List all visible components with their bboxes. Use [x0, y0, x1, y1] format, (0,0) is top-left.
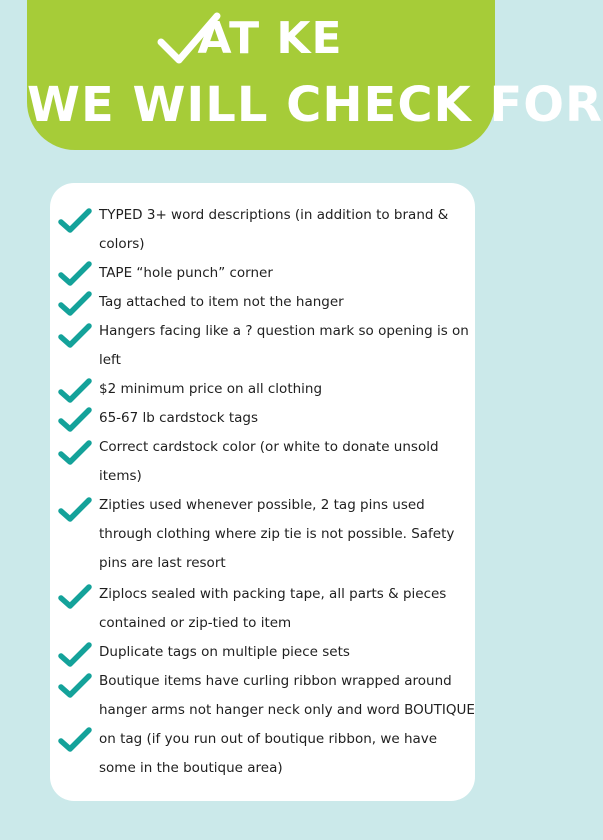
checkmark-icon — [58, 673, 92, 699]
header-title-line1: AT KE — [197, 13, 343, 64]
header-banner — [27, 0, 603, 150]
checkmark-icon — [58, 584, 92, 610]
header-title-line2: WE WILL CHECK FOR — [27, 77, 603, 133]
list-item-text: TYPED 3+ word descriptions (in addition to brand & colors) — [99, 207, 449, 252]
list-item-text: TAPE “hole punch” corner — [99, 265, 273, 281]
checkmark-icon — [58, 208, 92, 234]
checkmark-icon — [58, 727, 92, 753]
list-item-text: Correct cardstock color (or white to donate unsold items) — [99, 439, 439, 484]
list-item-text: Tag attached to item not the hanger — [99, 294, 344, 310]
checkmark-icon — [58, 407, 92, 433]
list-item-text: Boutique items have curling ribbon wrapped around hanger arms not hanger neck only and word BOUTIQUE on tag (if you run out of boutique ribbon, we have some in the boutique area) — [99, 673, 475, 776]
list-item-text: $2 minimum price on all clothing — [99, 381, 323, 397]
checkmark-icon — [58, 323, 92, 349]
list-item-text: Ziplocs sealed with packing tape, all parts & pieces contained or zip-tied to item — [99, 586, 447, 631]
list-item-text: Duplicate tags on multiple piece sets — [99, 644, 350, 660]
list-item-text: Zipties used whenever possible, 2 tag pins used through clothing where zip tie is not possible. Safety pins are last resort — [99, 497, 455, 571]
checkmark-icon — [58, 642, 92, 668]
list-item-text: 65-67 lb cardstock tags — [99, 410, 258, 426]
checkmark-icon — [58, 497, 92, 523]
checkmark-icon — [58, 261, 92, 287]
checkmark-icon — [58, 291, 92, 317]
checkmark-icon — [58, 440, 92, 466]
checkmark-icon — [58, 378, 92, 404]
list-item-text: Hangers facing like a ? question mark so opening is on left — [99, 323, 469, 368]
checklist-card — [50, 183, 475, 801]
